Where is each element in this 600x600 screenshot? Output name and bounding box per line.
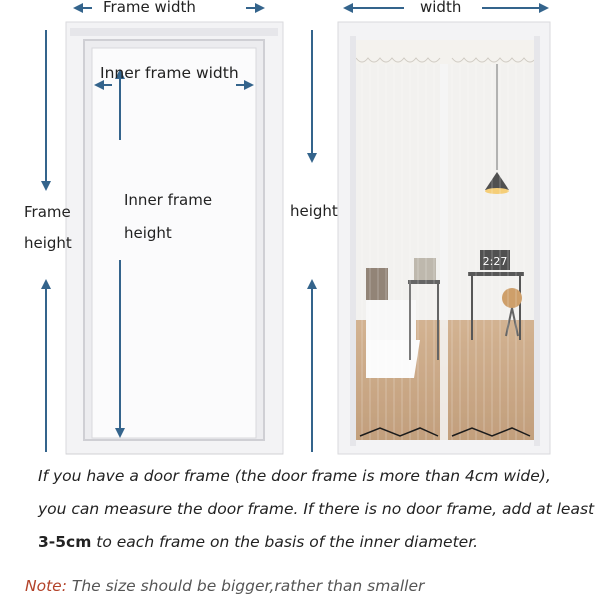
screen-door-illustration (338, 22, 550, 454)
note-text: The size should be bigger,rather than smaller (66, 577, 425, 595)
width-label: width (420, 0, 462, 16)
clock-display: 2:27 (482, 255, 508, 268)
inner-frame-height-label-line1: Inner frame (124, 191, 213, 209)
caption-line-3 (38, 533, 478, 551)
note-line (25, 577, 424, 595)
caption-line-3-rest: to each frame on the basis of the inner diameter. (91, 533, 479, 551)
door-frame-illustration (66, 22, 283, 454)
center-seam (440, 40, 448, 440)
height-label: height (290, 202, 338, 220)
frame-width-label: Frame width (103, 0, 196, 16)
caption-line-1: If you have a door frame (the door frame is more than 4cm wide), (38, 467, 551, 485)
inner-frame-height-label-line2: height (124, 224, 172, 242)
note-label: Note: (25, 577, 67, 595)
inner-frame-width-label: Inner frame width (100, 64, 239, 82)
frame-height-label-line1: Frame (24, 203, 71, 221)
caption-line-2: you can measure the door frame. If there is no door frame, add at least (38, 500, 595, 518)
caption-bold-measure: 3-5cm (38, 533, 92, 551)
frame-height-label-line2: height (24, 234, 72, 252)
